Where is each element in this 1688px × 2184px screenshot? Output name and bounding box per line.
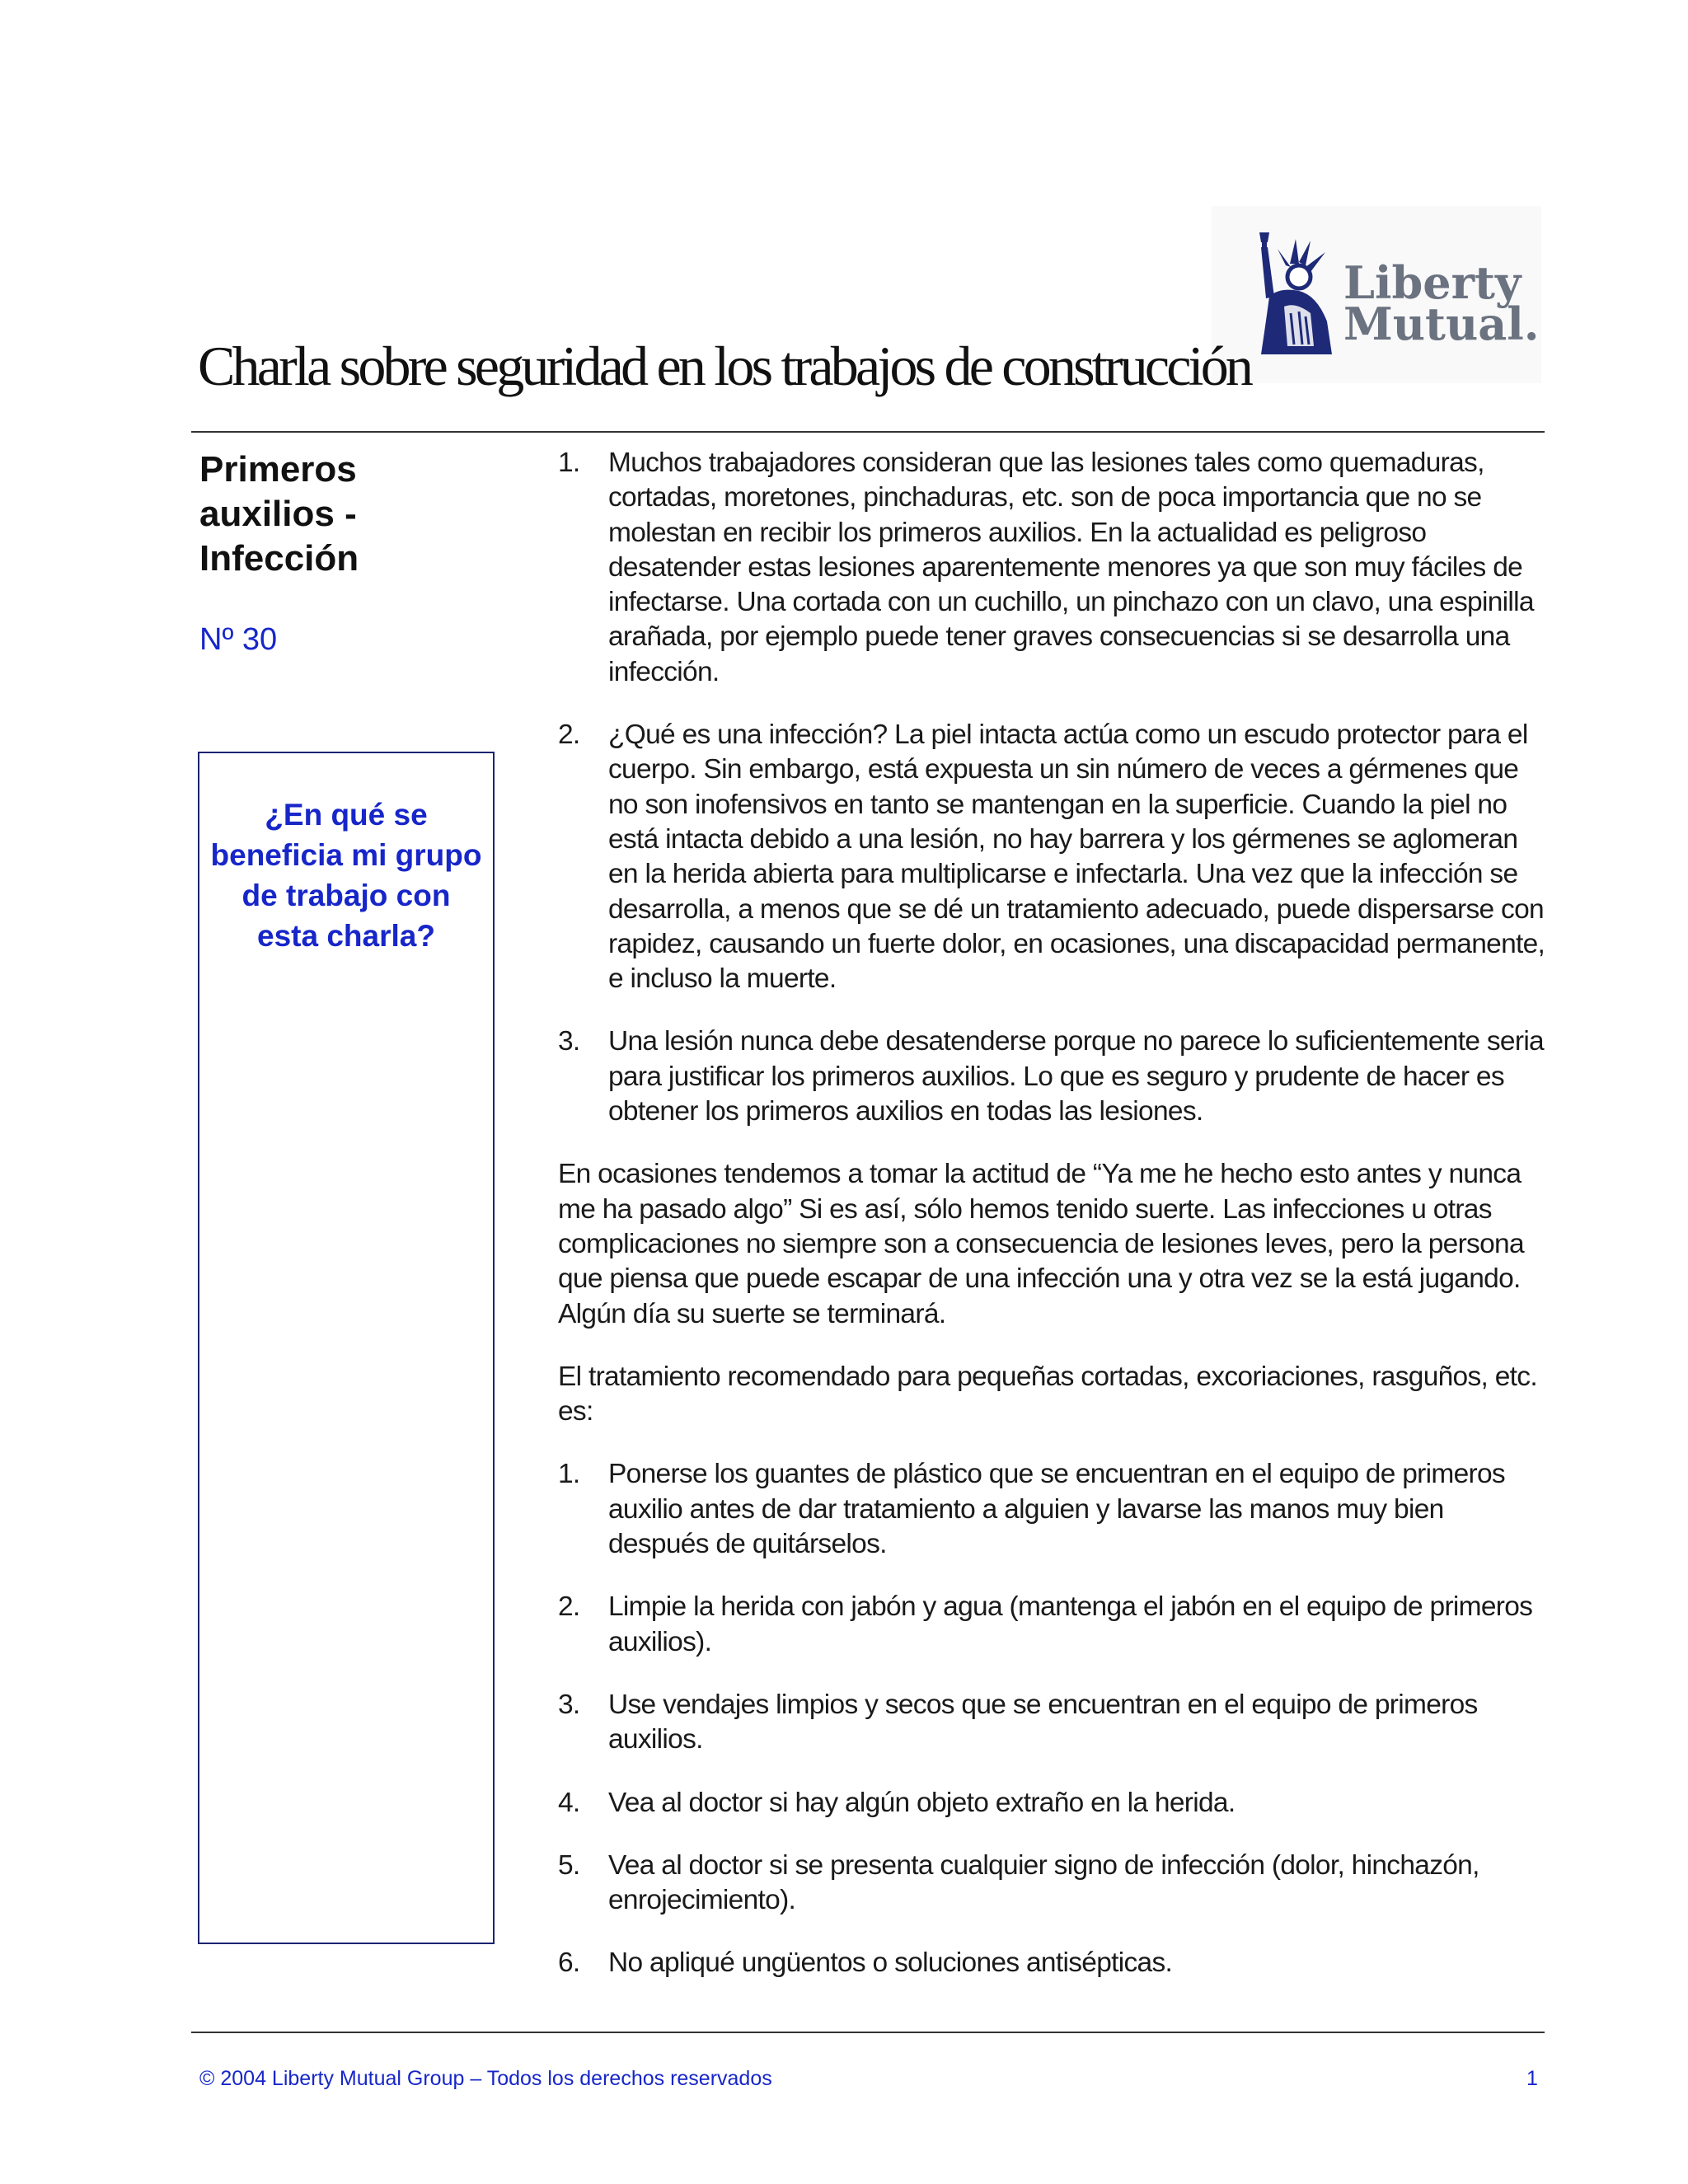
footer-copyright: © 2004 Liberty Mutual Group – Todos los derechos reservados <box>199 2067 772 2090</box>
benefit-box <box>198 752 495 1944</box>
list-item <box>558 1946 1547 1980</box>
list-number: 6. <box>558 1947 580 1979</box>
list-number: 5. <box>558 1849 580 1881</box>
page-number: 1 <box>1526 2067 1538 2090</box>
list-item <box>558 1024 1547 1129</box>
list-item <box>558 1786 1547 1821</box>
list-number: 2. <box>558 719 580 751</box>
list-item <box>558 718 1547 996</box>
list-text: Una lesión nunca debe desatenderse porque no parece lo suficientemente seria para justificar los primeros auxilios. Lo que es seguro y prudente de hacer es obtener los primeros auxilios en todas las lesiones. <box>608 1026 1544 1127</box>
list-text: Muchos trabajadores consideran que las lesiones tales como quemaduras, cortadas, moretones, pinchaduras, etc. son de poca importancia que no se molestan en recibir los primeros auxilios. En la actualidad es peligroso desatender estas lesiones aparentemente menores ya que son muy fáciles de infectarse. Una cortada con un cuchillo, un pinchazo con un clavo, una espinilla arañada, por ejemplo puede tener graves consecuencias si se desarrolla una infección. <box>608 448 1534 687</box>
list-number: 1. <box>558 448 580 478</box>
talk-number: Nº 30 <box>199 622 278 657</box>
list-number: 4. <box>558 1787 580 1818</box>
paragraph-attitude: En ocasiones tendemos a tomar la actitud de “Ya me he hecho esto antes y nunca me ha pasado algo” Si es así, sólo hemos tenido suerte. Las infecciones u otras complicaciones no siempre son a consecuencia de lesiones leves, pero la persona que piensa que puede escapar de una infección una y otra vez se la está jugando. Algún día su suerte se terminará. <box>558 1159 1524 1329</box>
list-text: Ponerse los guantes de plástico que se encuentran en el equipo de primeros auxilio antes de dar tratamiento a alguien y lavarse las manos muy bien después de quitárselos. <box>608 1459 1505 1560</box>
footer-divider <box>191 2032 1545 2033</box>
topic-title: Primeros auxilios - Infección <box>199 449 359 579</box>
logo-wordmark <box>1343 256 1540 350</box>
list-number: 3. <box>558 1026 580 1057</box>
list-number: 1. <box>558 1459 580 1490</box>
statue-of-liberty-icon <box>1245 231 1339 354</box>
sidebar <box>199 448 496 658</box>
list-item <box>558 1688 1547 1758</box>
list-text: Vea al doctor si hay algún objeto extraño en la herida. <box>608 1787 1236 1818</box>
list-text: Limpie la herida con jabón y agua (mantenga el jabón en el equipo de primeros auxilios). <box>608 1591 1533 1657</box>
liberty-mutual-logo <box>1212 206 1541 383</box>
benefit-question: ¿En qué se beneficia mi grupo de trabajo con esta charla? <box>210 798 482 953</box>
header-divider <box>191 431 1545 433</box>
list-number: 3. <box>558 1689 580 1720</box>
list-item <box>558 1457 1547 1562</box>
list-text: ¿Qué es una infección? La piel intacta actúa como un escudo protector para el cuerpo. Sin embargo, está expuesta un sin número de veces a gérmenes que no son inofensivos en tanto se mantengan en la superficie. Cuando la piel no está intacta debido a una lesión, no hay barrera y los gérmenes se aglomeran en la herida abierta para multiplicarse e infectarla. Una vez que la infección se desarrolla, a menos que se dé un tratamiento adecuado, puede dispersarse con rapidez, causando un fuerte dolor, en ocasiones, una discapacidad permanente, e incluso la muerte. <box>608 719 1545 995</box>
list-text: Use vendajes limpios y secos que se encuentran en el equipo de primeros auxilios. <box>608 1689 1478 1755</box>
list-item <box>558 1590 1547 1660</box>
list-item <box>558 1849 1547 1919</box>
logo-line-2: Mutual. <box>1343 298 1540 350</box>
list-text: Vea al doctor si se presenta cualquier signo de infección (dolor, hinchazón, enrojecimiento). <box>608 1849 1479 1916</box>
main-content <box>558 446 1547 2009</box>
list-text: No apliqué ungüentos o soluciones antisépticas. <box>608 1947 1173 1979</box>
paragraph-treatment-intro: El tratamiento recomendado para pequeñas cortadas, excoriaciones, rasguños, etc. es: <box>558 1361 1537 1427</box>
logo-line-1: Liberty <box>1343 256 1522 309</box>
list-number: 2. <box>558 1591 580 1623</box>
list-item <box>558 446 1547 690</box>
document-title: Charla sobre seguridad en los trabajos de construcción <box>198 335 1251 397</box>
